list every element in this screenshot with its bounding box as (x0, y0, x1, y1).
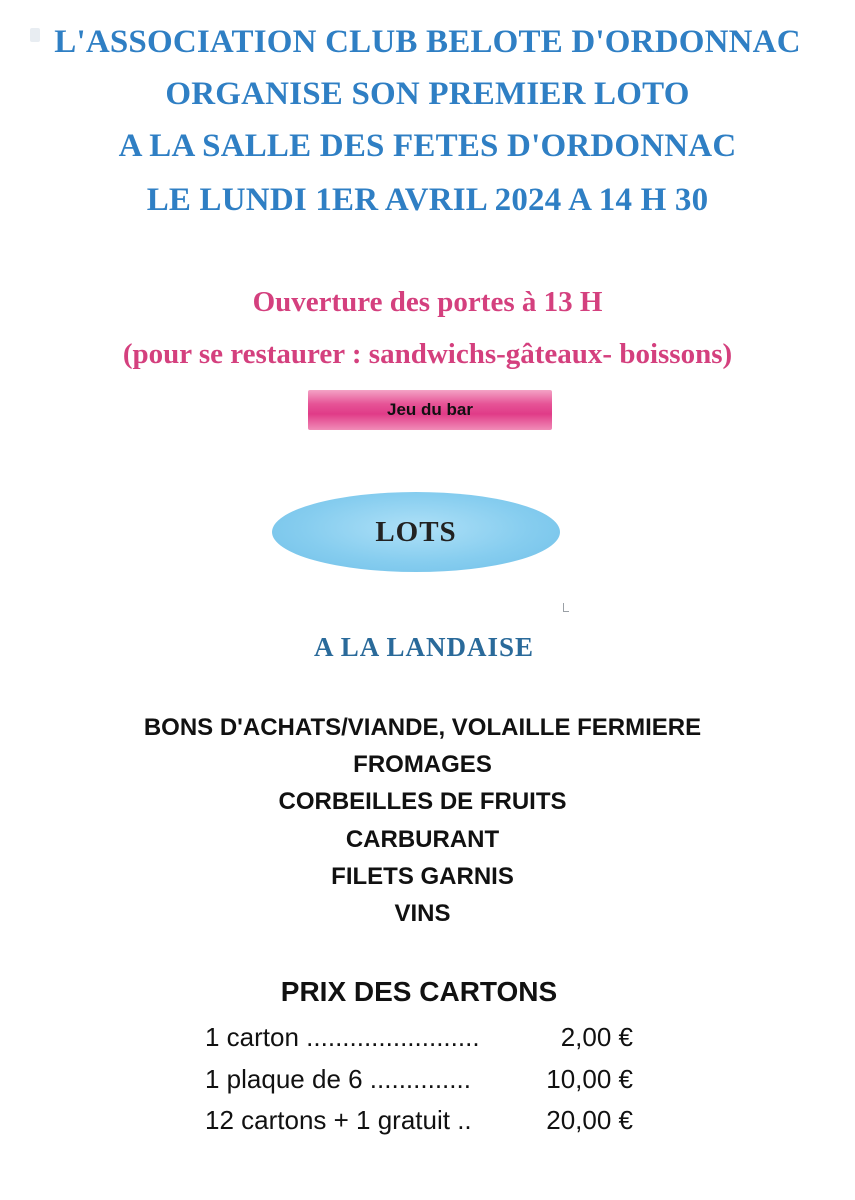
bar-game-banner (308, 390, 552, 430)
price-value: 20,00 € (546, 1105, 633, 1135)
prize-item: CARBURANT (345, 826, 500, 853)
lots-ellipse (272, 492, 560, 572)
lots-title: LOTS (375, 515, 457, 548)
price-value: 2,00 € (560, 1022, 633, 1052)
prices-title: PRIX DES CARTONS (280, 976, 558, 1007)
price-label: 12 cartons + 1 gratuit .. (205, 1105, 472, 1135)
lots-subtitle: A LA LANDAISE (313, 632, 535, 662)
header-line-1: L'ASSOCIATION CLUB BELOTE D'ORDONNAC (54, 24, 801, 60)
header-line-3: A LA SALLE DES FETES D'ORDONNAC (118, 128, 737, 164)
prize-item: FILETS GARNIS (331, 863, 514, 890)
scan-speck (563, 603, 569, 612)
price-value: 10,00 € (546, 1064, 633, 1094)
header-line-4: LE LUNDI 1ER AVRIL 2024 A 14 H 30 (146, 182, 709, 218)
price-row (0, 1105, 855, 1141)
header-line-2: ORGANISE SON PREMIER LOTO (165, 76, 690, 112)
food-info: (pour se restaurer : sandwichs-gâteaux- boissons) (122, 338, 733, 370)
price-label: 1 carton ........................ (205, 1022, 480, 1052)
doors-opening: Ouverture des portes à 13 H (252, 286, 603, 318)
price-label: 1 plaque de 6 .............. (205, 1064, 471, 1094)
prize-item: BONS D'ACHATS/VIANDE, VOLAILLE FERMIERE (143, 714, 702, 741)
price-row (0, 1022, 855, 1058)
bar-game-label: Jeu du bar (387, 400, 473, 419)
price-row (0, 1064, 855, 1100)
prize-item: FROMAGES (353, 751, 492, 778)
prize-item: VINS (394, 900, 451, 927)
prize-item: CORBEILLES DE FRUITS (278, 788, 567, 815)
